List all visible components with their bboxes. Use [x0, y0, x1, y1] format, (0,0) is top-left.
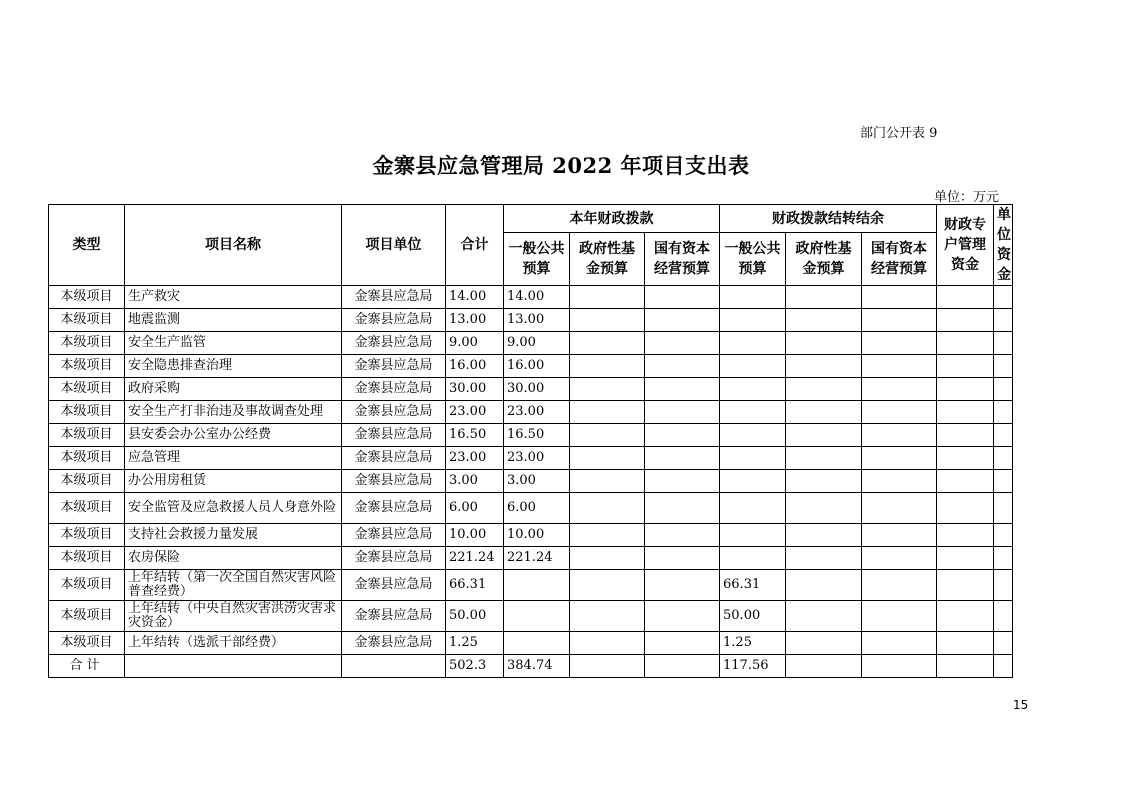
- cell-unit: 金寨县应急局: [342, 447, 446, 470]
- cell-name: 上年结转（选派干部经费）: [125, 632, 342, 655]
- table-row: [49, 286, 1013, 309]
- cell-own: [994, 424, 1013, 447]
- table-row: [49, 632, 1013, 655]
- cell-general: 23.00: [504, 447, 570, 470]
- total-total: 502.3: [446, 655, 504, 678]
- page-number: 15: [1013, 698, 1029, 712]
- total-carry-fund: [786, 655, 862, 678]
- cell-unit: 金寨县应急局: [342, 286, 446, 309]
- cell-carry-general: [720, 447, 786, 470]
- header-type: 类型: [49, 205, 125, 286]
- cell-carry-state: [862, 401, 937, 424]
- cell-carry-state: [862, 447, 937, 470]
- cell-state: [645, 493, 720, 524]
- total-state: [645, 655, 720, 678]
- cell-name: 安全生产打非治违及事故调查处理: [125, 401, 342, 424]
- cell-fund: [570, 632, 645, 655]
- cell-state: [645, 570, 720, 601]
- cell-carry-general: [720, 355, 786, 378]
- cell-state: [645, 424, 720, 447]
- cell-state: [645, 309, 720, 332]
- cell-total: 30.00: [446, 378, 504, 401]
- cell-unit: 金寨县应急局: [342, 493, 446, 524]
- header-carry-general: 一般公共预算: [720, 233, 786, 286]
- cell-total: 221.24: [446, 547, 504, 570]
- cell-carry-fund: [786, 570, 862, 601]
- cell-carry-state: [862, 332, 937, 355]
- cell-state: [645, 524, 720, 547]
- cell-special: [937, 493, 994, 524]
- cell-type: 本级项目: [49, 286, 125, 309]
- total-unit: [342, 655, 446, 678]
- cell-name: 地震监测: [125, 309, 342, 332]
- cell-carry-state: [862, 547, 937, 570]
- header-state: 国有资本经营预算: [645, 233, 720, 286]
- cell-name: 安全生产监管: [125, 332, 342, 355]
- total-row: [49, 655, 1013, 678]
- cell-unit: 金寨县应急局: [342, 355, 446, 378]
- cell-fund: [570, 493, 645, 524]
- cell-unit: 金寨县应急局: [342, 332, 446, 355]
- total-fund: [570, 655, 645, 678]
- cell-own: [994, 286, 1013, 309]
- cell-carry-general: [720, 524, 786, 547]
- cell-carry-fund: [786, 401, 862, 424]
- header-total: 合计: [446, 205, 504, 286]
- cell-carry-state: [862, 524, 937, 547]
- header-carry-group: 财政拨款结转结余: [720, 205, 937, 233]
- header-carry-fund: 政府性基金预算: [786, 233, 862, 286]
- cell-fund: [570, 309, 645, 332]
- cell-fund: [570, 570, 645, 601]
- table-body: [49, 286, 1013, 678]
- cell-carry-general: [720, 547, 786, 570]
- cell-carry-fund: [786, 332, 862, 355]
- total-own: [994, 655, 1013, 678]
- cell-carry-fund: [786, 447, 862, 470]
- header-unit: 项目单位: [342, 205, 446, 286]
- total-name: [125, 655, 342, 678]
- table-row: [49, 332, 1013, 355]
- page-title: 金寨县应急管理局 2022 年项目支出表: [372, 153, 750, 178]
- cell-special: [937, 570, 994, 601]
- cell-general: [504, 570, 570, 601]
- cell-carry-general: 50.00: [720, 601, 786, 632]
- cell-unit: 金寨县应急局: [342, 378, 446, 401]
- cell-own: [994, 601, 1013, 632]
- cell-state: [645, 286, 720, 309]
- cell-own: [994, 309, 1013, 332]
- total-special: [937, 655, 994, 678]
- cell-unit: 金寨县应急局: [342, 424, 446, 447]
- total-carry-general: 117.56: [720, 655, 786, 678]
- cell-carry-state: [862, 601, 937, 632]
- cell-total: 10.00: [446, 524, 504, 547]
- cell-type: 本级项目: [49, 632, 125, 655]
- cell-type: 本级项目: [49, 424, 125, 447]
- cell-own: [994, 355, 1013, 378]
- cell-unit: 金寨县应急局: [342, 601, 446, 632]
- cell-carry-state: [862, 424, 937, 447]
- cell-own: [994, 401, 1013, 424]
- cell-unit: 金寨县应急局: [342, 470, 446, 493]
- cell-own: [994, 493, 1013, 524]
- table-row: [49, 570, 1013, 601]
- cell-carry-state: [862, 570, 937, 601]
- cell-carry-general: [720, 332, 786, 355]
- cell-name: 安全隐患排查治理: [125, 355, 342, 378]
- cell-general: 6.00: [504, 493, 570, 524]
- cell-type: 本级项目: [49, 570, 125, 601]
- cell-type: 本级项目: [49, 447, 125, 470]
- cell-special: [937, 355, 994, 378]
- cell-state: [645, 601, 720, 632]
- cell-type: 本级项目: [49, 309, 125, 332]
- cell-carry-fund: [786, 309, 862, 332]
- cell-carry-general: [720, 286, 786, 309]
- cell-fund: [570, 401, 645, 424]
- cell-total: 9.00: [446, 332, 504, 355]
- cell-name: 支持社会救援力量发展: [125, 524, 342, 547]
- table-row: [49, 355, 1013, 378]
- project-expenditure-table: [48, 204, 1013, 678]
- cell-own: [994, 524, 1013, 547]
- cell-name: 上年结转（第一次全国自然灾害风险普查经费）: [125, 570, 342, 601]
- cell-type: 本级项目: [49, 524, 125, 547]
- cell-fund: [570, 355, 645, 378]
- cell-state: [645, 355, 720, 378]
- header-fund: 政府性基金预算: [570, 233, 645, 286]
- table-row: [49, 424, 1013, 447]
- cell-general: 9.00: [504, 332, 570, 355]
- total-label: 合计: [49, 655, 125, 678]
- cell-fund: [570, 332, 645, 355]
- cell-state: [645, 470, 720, 493]
- cell-carry-state: [862, 493, 937, 524]
- cell-general: 13.00: [504, 309, 570, 332]
- cell-fund: [570, 470, 645, 493]
- cell-own: [994, 547, 1013, 570]
- cell-special: [937, 309, 994, 332]
- cell-special: [937, 601, 994, 632]
- cell-state: [645, 401, 720, 424]
- cell-fund: [570, 524, 645, 547]
- cell-unit: 金寨县应急局: [342, 309, 446, 332]
- cell-special: [937, 378, 994, 401]
- cell-special: [937, 332, 994, 355]
- cell-carry-general: [720, 309, 786, 332]
- cell-carry-general: [720, 424, 786, 447]
- cell-total: 16.50: [446, 424, 504, 447]
- cell-total: 50.00: [446, 601, 504, 632]
- cell-general: 10.00: [504, 524, 570, 547]
- cell-special: [937, 632, 994, 655]
- cell-unit: 金寨县应急局: [342, 401, 446, 424]
- cell-type: 本级项目: [49, 355, 125, 378]
- cell-carry-state: [862, 286, 937, 309]
- table-row: [49, 493, 1013, 524]
- cell-general: 3.00: [504, 470, 570, 493]
- cell-carry-state: [862, 309, 937, 332]
- cell-total: 23.00: [446, 447, 504, 470]
- header-own: 单位资金: [994, 205, 1013, 286]
- cell-name: 政府采购: [125, 378, 342, 401]
- cell-own: [994, 470, 1013, 493]
- cell-general: [504, 601, 570, 632]
- cell-type: 本级项目: [49, 493, 125, 524]
- cell-fund: [570, 447, 645, 470]
- cell-general: 30.00: [504, 378, 570, 401]
- cell-carry-state: [862, 378, 937, 401]
- cell-name: 县安委会办公室办公经费: [125, 424, 342, 447]
- cell-general: 16.00: [504, 355, 570, 378]
- cell-type: 本级项目: [49, 401, 125, 424]
- cell-carry-fund: [786, 286, 862, 309]
- cell-carry-general: [720, 470, 786, 493]
- cell-carry-general: [720, 378, 786, 401]
- cell-fund: [570, 547, 645, 570]
- cell-total: 13.00: [446, 309, 504, 332]
- header-carry-state: 国有资本经营预算: [862, 233, 937, 286]
- table-row: [49, 601, 1013, 632]
- cell-fund: [570, 424, 645, 447]
- cell-name: 安全监管及应急救援人员人身意外险: [125, 493, 342, 524]
- cell-special: [937, 547, 994, 570]
- cell-carry-fund: [786, 524, 862, 547]
- cell-total: 6.00: [446, 493, 504, 524]
- cell-carry-general: [720, 401, 786, 424]
- cell-special: [937, 524, 994, 547]
- cell-state: [645, 447, 720, 470]
- cell-carry-fund: [786, 601, 862, 632]
- cell-name: 办公用房租赁: [125, 470, 342, 493]
- cell-total: 1.25: [446, 632, 504, 655]
- cell-total: 23.00: [446, 401, 504, 424]
- cell-carry-state: [862, 632, 937, 655]
- cell-unit: 金寨县应急局: [342, 547, 446, 570]
- cell-general: 14.00: [504, 286, 570, 309]
- cell-special: [937, 286, 994, 309]
- cell-unit: 金寨县应急局: [342, 570, 446, 601]
- cell-total: 16.00: [446, 355, 504, 378]
- cell-total: 14.00: [446, 286, 504, 309]
- cell-carry-general: 1.25: [720, 632, 786, 655]
- cell-fund: [570, 286, 645, 309]
- cell-carry-fund: [786, 378, 862, 401]
- cell-type: 本级项目: [49, 601, 125, 632]
- cell-type: 本级项目: [49, 470, 125, 493]
- cell-total: 3.00: [446, 470, 504, 493]
- cell-unit: 金寨县应急局: [342, 524, 446, 547]
- table-row: [49, 524, 1013, 547]
- cell-type: 本级项目: [49, 547, 125, 570]
- header-current-group: 本年财政拨款: [504, 205, 720, 233]
- cell-name: 上年结转（中央自然灾害洪涝灾害求灾资金）: [125, 601, 342, 632]
- cell-own: [994, 378, 1013, 401]
- cell-type: 本级项目: [49, 378, 125, 401]
- table-row: [49, 309, 1013, 332]
- cell-state: [645, 632, 720, 655]
- cell-carry-state: [862, 470, 937, 493]
- cell-own: [994, 632, 1013, 655]
- cell-fund: [570, 601, 645, 632]
- cell-carry-state: [862, 355, 937, 378]
- cell-state: [645, 547, 720, 570]
- cell-carry-general: [720, 493, 786, 524]
- cell-unit: 金寨县应急局: [342, 632, 446, 655]
- cell-general: 221.24: [504, 547, 570, 570]
- doc-label: 部门公开表 9: [860, 126, 938, 141]
- cell-carry-fund: [786, 493, 862, 524]
- table-row: [49, 378, 1013, 401]
- cell-carry-fund: [786, 547, 862, 570]
- cell-state: [645, 378, 720, 401]
- cell-carry-fund: [786, 470, 862, 493]
- cell-carry-fund: [786, 424, 862, 447]
- cell-general: [504, 632, 570, 655]
- cell-name: 生产救灾: [125, 286, 342, 309]
- cell-name: 农房保险: [125, 547, 342, 570]
- cell-state: [645, 332, 720, 355]
- cell-general: 23.00: [504, 401, 570, 424]
- table-row: [49, 401, 1013, 424]
- cell-carry-fund: [786, 632, 862, 655]
- cell-general: 16.50: [504, 424, 570, 447]
- cell-total: 66.31: [446, 570, 504, 601]
- unit-label: 单位：万元: [934, 190, 1000, 205]
- cell-special: [937, 424, 994, 447]
- cell-name: 应急管理: [125, 447, 342, 470]
- cell-own: [994, 570, 1013, 601]
- table-row: [49, 547, 1013, 570]
- total-general: 384.74: [504, 655, 570, 678]
- header-special: 财政专户管理资金: [937, 205, 994, 286]
- cell-special: [937, 401, 994, 424]
- cell-type: 本级项目: [49, 332, 125, 355]
- cell-own: [994, 332, 1013, 355]
- header-general: 一般公共预算: [504, 233, 570, 286]
- header-name: 项目名称: [125, 205, 342, 286]
- cell-carry-fund: [786, 355, 862, 378]
- table-row: [49, 447, 1013, 470]
- cell-carry-general: 66.31: [720, 570, 786, 601]
- total-carry-state: [862, 655, 937, 678]
- cell-own: [994, 447, 1013, 470]
- cell-special: [937, 470, 994, 493]
- table-row: [49, 470, 1013, 493]
- cell-special: [937, 447, 994, 470]
- cell-fund: [570, 378, 645, 401]
